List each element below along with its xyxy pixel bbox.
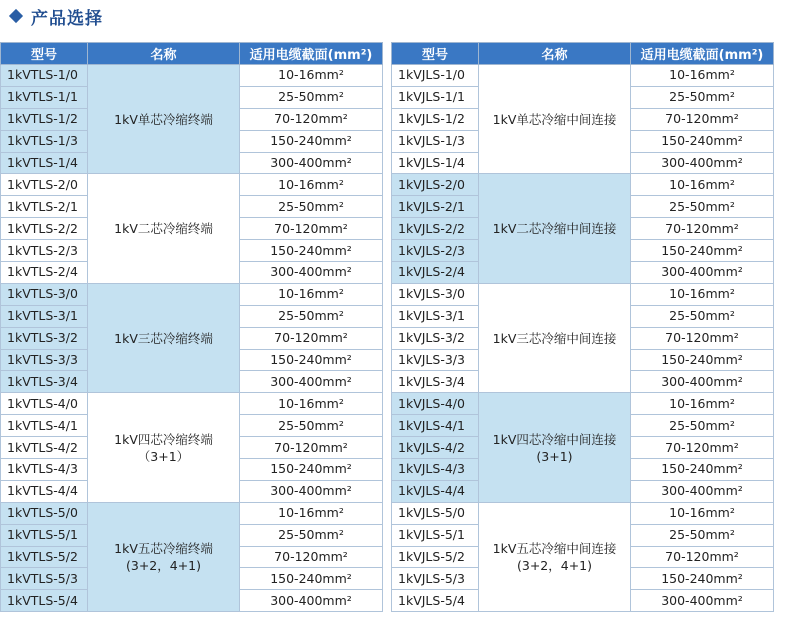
- cable-section-cell: 150-240mm²: [240, 568, 383, 590]
- cable-section-cell: 300-400mm²: [240, 480, 383, 502]
- col-header-section: 适用电缆截面(mm²): [240, 43, 383, 65]
- table-row: [392, 65, 774, 87]
- cable-section-cell: 10-16mm²: [240, 502, 383, 524]
- joint-spec-table: [391, 42, 774, 612]
- cable-section-cell: 300-400mm²: [631, 590, 774, 612]
- cable-section-cell: 25-50mm²: [240, 86, 383, 108]
- product-name: 1kV四芯冷缩中间连接: [492, 431, 617, 447]
- cable-section-cell: 70-120mm²: [631, 218, 774, 240]
- table-row: [1, 502, 383, 524]
- product-name-cell: [479, 393, 631, 502]
- product-name: 1kV三芯冷缩中间连接: [492, 330, 617, 346]
- cable-section-cell: 10-16mm²: [240, 283, 383, 305]
- cable-section-cell: 300-400mm²: [631, 480, 774, 502]
- model-cell: 1kVTLS-3/3: [1, 349, 88, 371]
- model-cell: 1kVTLS-2/1: [1, 196, 88, 218]
- model-cell: 1kVTLS-2/3: [1, 240, 88, 262]
- model-cell: 1kVTLS-4/3: [1, 459, 88, 481]
- diamond-bullet-icon: [9, 9, 23, 23]
- cable-section-cell: 300-400mm²: [240, 371, 383, 393]
- model-cell: 1kVJLS-4/3: [392, 459, 479, 481]
- cable-section-cell: 70-120mm²: [631, 327, 774, 349]
- cable-section-cell: 150-240mm²: [631, 130, 774, 152]
- model-cell: 1kVJLS-4/1: [392, 415, 479, 437]
- table-row: [1, 283, 383, 305]
- model-cell: 1kVTLS-1/3: [1, 130, 88, 152]
- cable-section-cell: 10-16mm²: [631, 283, 774, 305]
- model-cell: 1kVJLS-2/2: [392, 218, 479, 240]
- table-row: [392, 174, 774, 196]
- cable-section-cell: 70-120mm²: [631, 437, 774, 459]
- model-cell: 1kVJLS-5/2: [392, 546, 479, 568]
- model-cell: 1kVTLS-5/4: [1, 590, 88, 612]
- model-cell: 1kVTLS-2/0: [1, 174, 88, 196]
- cable-section-cell: 300-400mm²: [240, 152, 383, 174]
- model-cell: 1kVJLS-2/0: [392, 174, 479, 196]
- table-row: [392, 502, 774, 524]
- col-header-model: 型号: [1, 43, 88, 65]
- model-cell: 1kVJLS-5/3: [392, 568, 479, 590]
- cable-section-cell: 10-16mm²: [631, 174, 774, 196]
- cable-section-cell: 25-50mm²: [631, 415, 774, 437]
- cable-section-cell: 10-16mm²: [240, 174, 383, 196]
- product-name: 1kV单芯冷缩中间连接: [492, 111, 617, 127]
- cable-section-cell: 150-240mm²: [631, 240, 774, 262]
- cable-section-cell: 70-120mm²: [240, 327, 383, 349]
- cable-section-cell: 300-400mm²: [631, 152, 774, 174]
- model-cell: 1kVTLS-1/1: [1, 86, 88, 108]
- cable-section-cell: 25-50mm²: [631, 524, 774, 546]
- cable-section-cell: 10-16mm²: [240, 393, 383, 415]
- cable-section-cell: 150-240mm²: [631, 459, 774, 481]
- table-row: [392, 393, 774, 415]
- cable-section-cell: 25-50mm²: [631, 196, 774, 218]
- cable-section-cell: 70-120mm²: [240, 108, 383, 130]
- model-cell: 1kVTLS-4/1: [1, 415, 88, 437]
- product-name-cell: [88, 502, 240, 611]
- product-name-cell: [88, 393, 240, 502]
- model-cell: 1kVTLS-3/0: [1, 283, 88, 305]
- cable-section-cell: 25-50mm²: [240, 305, 383, 327]
- model-cell: 1kVJLS-5/4: [392, 590, 479, 612]
- cable-section-cell: 25-50mm²: [631, 86, 774, 108]
- model-cell: 1kVJLS-2/4: [392, 262, 479, 284]
- product-variant: (3+2，4+1): [516, 558, 592, 574]
- model-cell: 1kVTLS-5/3: [1, 568, 88, 590]
- product-name-cell: [479, 283, 631, 392]
- product-name-cell: [88, 65, 240, 174]
- cable-section-cell: 150-240mm²: [631, 349, 774, 371]
- cable-section-cell: 10-16mm²: [240, 65, 383, 87]
- product-name: 1kV单芯冷缩终端: [114, 111, 213, 127]
- model-cell: 1kVTLS-3/2: [1, 327, 88, 349]
- cable-section-cell: 300-400mm²: [240, 262, 383, 284]
- cable-section-cell: 10-16mm²: [631, 502, 774, 524]
- product-name-cell: [479, 174, 631, 283]
- model-cell: 1kVJLS-1/2: [392, 108, 479, 130]
- product-name-cell: [479, 502, 631, 611]
- product-name: 1kV五芯冷缩终端: [114, 541, 213, 557]
- section-header: [8, 4, 103, 28]
- product-name: 1kV五芯冷缩中间连接: [492, 541, 617, 557]
- model-cell: 1kVJLS-3/1: [392, 305, 479, 327]
- model-cell: 1kVJLS-2/3: [392, 240, 479, 262]
- model-cell: 1kVTLS-2/4: [1, 262, 88, 284]
- model-cell: 1kVTLS-5/1: [1, 524, 88, 546]
- col-header-name: 名称: [479, 43, 631, 65]
- col-header-name: 名称: [88, 43, 240, 65]
- cable-section-cell: 25-50mm²: [240, 415, 383, 437]
- product-name: 1kV二芯冷缩终端: [114, 221, 213, 237]
- col-header-section: 适用电缆截面(mm²): [631, 43, 774, 65]
- model-cell: 1kVTLS-2/2: [1, 218, 88, 240]
- table-header-row: [1, 43, 383, 65]
- product-variant: (3+2，4+1): [125, 558, 201, 574]
- table-header-row: [392, 43, 774, 65]
- model-cell: 1kVJLS-4/2: [392, 437, 479, 459]
- product-variant: （3+1）: [137, 448, 190, 464]
- model-cell: 1kVJLS-1/0: [392, 65, 479, 87]
- table-row: [1, 393, 383, 415]
- model-cell: 1kVJLS-5/1: [392, 524, 479, 546]
- model-cell: 1kVJLS-1/1: [392, 86, 479, 108]
- cable-section-cell: 300-400mm²: [631, 371, 774, 393]
- product-name-cell: [88, 283, 240, 392]
- model-cell: 1kVJLS-1/4: [392, 152, 479, 174]
- cable-section-cell: 10-16mm²: [631, 393, 774, 415]
- cable-section-cell: 70-120mm²: [631, 546, 774, 568]
- model-cell: 1kVTLS-4/0: [1, 393, 88, 415]
- model-cell: 1kVJLS-3/2: [392, 327, 479, 349]
- table-row: [1, 65, 383, 87]
- product-name: 1kV三芯冷缩终端: [114, 330, 213, 346]
- model-cell: 1kVJLS-3/3: [392, 349, 479, 371]
- cable-section-cell: 150-240mm²: [631, 568, 774, 590]
- cable-section-cell: 70-120mm²: [240, 218, 383, 240]
- product-name-cell: [88, 174, 240, 283]
- model-cell: 1kVTLS-1/4: [1, 152, 88, 174]
- page-title: 产品选择: [31, 8, 103, 29]
- table-row: [392, 283, 774, 305]
- cable-section-cell: 300-400mm²: [631, 262, 774, 284]
- model-cell: 1kVJLS-4/4: [392, 480, 479, 502]
- cable-section-cell: 150-240mm²: [240, 459, 383, 481]
- model-cell: 1kVTLS-1/0: [1, 65, 88, 87]
- cable-section-cell: 25-50mm²: [240, 196, 383, 218]
- model-cell: 1kVTLS-5/2: [1, 546, 88, 568]
- cable-section-cell: 150-240mm²: [240, 349, 383, 371]
- model-cell: 1kVTLS-4/4: [1, 480, 88, 502]
- cable-section-cell: 150-240mm²: [240, 130, 383, 152]
- model-cell: 1kVTLS-3/1: [1, 305, 88, 327]
- model-cell: 1kVTLS-1/2: [1, 108, 88, 130]
- model-cell: 1kVJLS-5/0: [392, 502, 479, 524]
- cable-section-cell: 150-240mm²: [240, 240, 383, 262]
- cable-section-cell: 25-50mm²: [631, 305, 774, 327]
- product-variant: (3+1): [536, 448, 573, 464]
- cable-section-cell: 70-120mm²: [631, 108, 774, 130]
- model-cell: 1kVJLS-2/1: [392, 196, 479, 218]
- cable-section-cell: 10-16mm²: [631, 65, 774, 87]
- product-name: 1kV四芯冷缩终端: [114, 431, 213, 447]
- cable-section-cell: 70-120mm²: [240, 437, 383, 459]
- cable-section-cell: 300-400mm²: [240, 590, 383, 612]
- model-cell: 1kVJLS-1/3: [392, 130, 479, 152]
- table-row: [1, 174, 383, 196]
- model-cell: 1kVTLS-5/0: [1, 502, 88, 524]
- model-cell: 1kVJLS-3/4: [392, 371, 479, 393]
- product-name: 1kV二芯冷缩中间连接: [492, 221, 617, 237]
- cable-section-cell: 70-120mm²: [240, 546, 383, 568]
- model-cell: 1kVTLS-3/4: [1, 371, 88, 393]
- model-cell: 1kVJLS-3/0: [392, 283, 479, 305]
- terminal-spec-table: [0, 42, 383, 612]
- col-header-model: 型号: [392, 43, 479, 65]
- cable-section-cell: 25-50mm²: [240, 524, 383, 546]
- product-name-cell: [479, 65, 631, 174]
- model-cell: 1kVJLS-4/0: [392, 393, 479, 415]
- model-cell: 1kVTLS-4/2: [1, 437, 88, 459]
